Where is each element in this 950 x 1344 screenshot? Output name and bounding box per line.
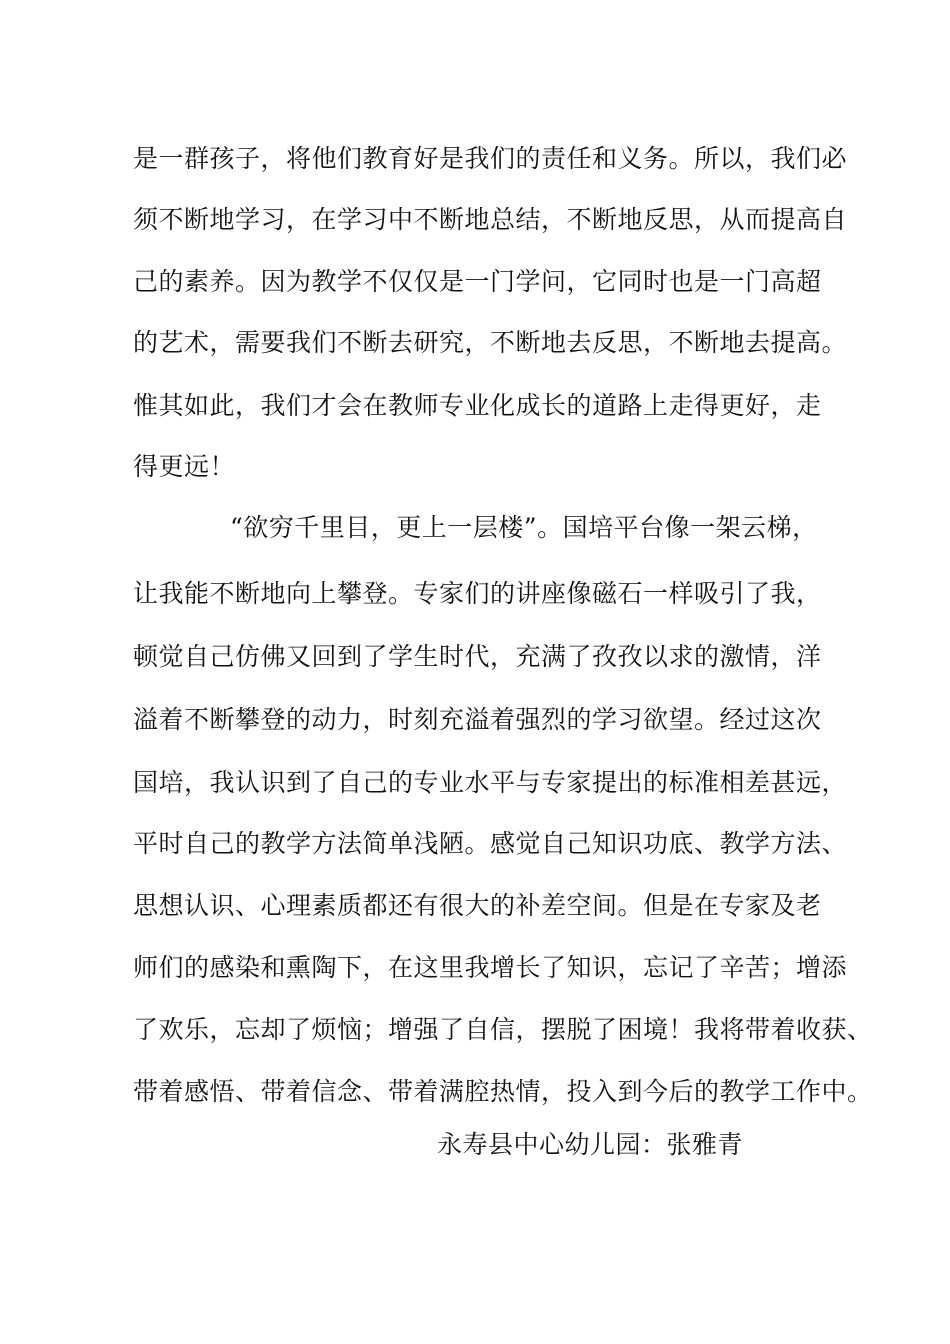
- paragraph-2-line: 顿觉自己仿佛又回到了学生时代，充满了孜孜以求的激情，洋: [133, 642, 822, 671]
- paragraph-2-line: 平时自己的教学方法简单浅陋。感觉自己知识功底、教学方法、: [133, 829, 848, 858]
- paragraph-1-line: 是一群孩子，将他们教育好是我们的责任和义务。所以，我们必: [133, 144, 848, 173]
- paragraph-1-line: 的艺术，需要我们不断去研究，不断地去反思，不断地去提高。: [133, 328, 848, 357]
- paragraph-2-line: 了欢乐，忘却了烦恼；增强了自信，摆脱了困境！我将带着收获、: [133, 1015, 873, 1044]
- paragraph-2-line: 溢着不断攀登的动力，时刻充溢着强烈的学习欲望。经过这次: [133, 705, 822, 734]
- paragraph-1-line: 惟其如此，我们才会在教师专业化成长的道路上走得更好，走: [133, 391, 822, 420]
- paragraph-2-line: 国培，我认识到了自己的专业水平与专家提出的标准相差甚远，: [133, 768, 848, 797]
- paragraph-1-line: 得更远！: [133, 452, 236, 481]
- signature: 永寿县中心幼儿园：张雅青: [437, 1130, 744, 1159]
- paragraph-2-line: 师们的感染和熏陶下，在这里我增长了知识，忘记了辛苦；增添: [133, 953, 848, 982]
- paragraph-2-line: 思想认识、心理素质都还有很大的补差空间。但是在专家及老: [133, 891, 822, 920]
- paragraph-2-line: 让我能不断地向上攀登。专家们的讲座像磁石一样吸引了我，: [133, 579, 822, 608]
- paragraph-1-line: 须不断地学习，在学习中不断地总结，不断地反思，从而提高自: [133, 205, 848, 234]
- paragraph-1-line: 己的素养。因为教学不仅仅是一门学问，它同时也是一门高超: [133, 267, 822, 296]
- paragraph-2-line: 带着感悟、带着信念、带着满腔热情，投入到今后的教学工作中。: [133, 1077, 873, 1106]
- paragraph-2-line: “欲穷千里目，更上一层楼”。国培平台像一架云梯，: [230, 513, 818, 542]
